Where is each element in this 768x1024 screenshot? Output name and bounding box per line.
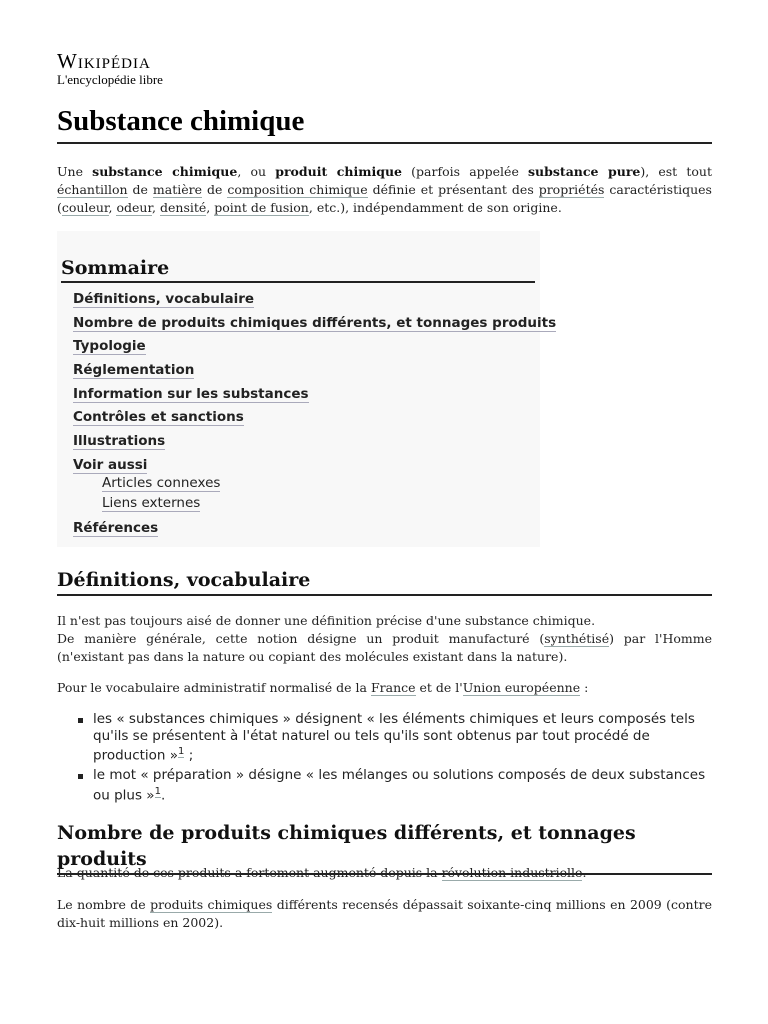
link-france[interactable]: France [370, 680, 416, 695]
intro-bold-term: produit chimique [275, 164, 402, 179]
list-item [93, 767, 712, 804]
toc-item-label: Réglementation [73, 362, 195, 379]
link-point-de-fusion[interactable]: point de fusion [214, 200, 309, 215]
reference-link[interactable]: 1 [154, 785, 161, 797]
section1-paragraph-2 [57, 679, 712, 697]
section2-text-part: La quantité de ces produits a fortement augmenté depuis la [57, 865, 442, 880]
toc-item-label: Illustrations [73, 433, 166, 450]
section2-paragraph-2 [57, 896, 712, 932]
toc-item-controles[interactable] [73, 409, 556, 433]
toc-item-information[interactable] [73, 386, 556, 410]
logo-tagline: L'encyclopédie libre [57, 72, 163, 87]
toc-list [73, 291, 556, 544]
toc-subitem-label: Articles connexes [102, 474, 221, 491]
toc-subitem-label: Liens externes [102, 494, 201, 511]
toc-item-references[interactable] [73, 520, 556, 544]
table-of-contents [57, 231, 557, 547]
link-echantillon[interactable]: échantillon [57, 182, 128, 197]
intro-text: de [202, 182, 228, 197]
section1-paragraph-1 [57, 612, 712, 666]
toc-item-illustrations[interactable] [73, 433, 556, 457]
definitions-list [57, 711, 712, 807]
intro-text: , etc.), indépendamment de son origine. [308, 200, 562, 215]
toc-item-label: Voir aussi [73, 456, 148, 473]
section2-paragraph-1 [57, 864, 712, 882]
intro-bold-term: substance pure [528, 164, 641, 179]
link-union-europeenne[interactable]: Union européenne [462, 680, 581, 695]
toc-subitem-articles-connexes[interactable] [73, 475, 556, 495]
section1-text-part: ) par l'Homme (n'existant pas dans la nature ou copiant des molécules existant dans la nature). [57, 631, 713, 664]
bullet-end: . [160, 787, 166, 803]
link-produits-chimiques[interactable]: produits chimiques [150, 897, 273, 912]
link-composition-chimique[interactable]: composition chimique [227, 182, 368, 197]
page-title: Substance chimique [57, 102, 712, 144]
section-heading-definitions: Définitions, vocabulaire [57, 567, 712, 596]
intro-text: caractéristiques ( [57, 182, 712, 215]
section1-text [57, 679, 712, 697]
toc-item-definitions[interactable] [73, 291, 556, 315]
link-couleur[interactable]: couleur [61, 200, 109, 215]
intro-text: définie et présentant des [367, 182, 539, 197]
logo-name: Wikipédia [57, 49, 151, 73]
toc-item-voir-aussi[interactable] [73, 457, 556, 475]
toc-item-reglementation[interactable] [73, 362, 556, 386]
link-densite[interactable]: densité [160, 200, 207, 215]
bullet-text: le mot « préparation » désigne « les mélanges ou solutions composés de deux substances ou plus » [93, 767, 706, 803]
intro-text: ), est tout [640, 164, 712, 179]
section2-text-part: différents recensés dépassait soixante-cinq millions en 2009 (contre dix-huit millions en 2002). [57, 897, 713, 930]
section1-text-part: Pour le vocabulaire administratif normalisé de la [57, 680, 371, 695]
toc-item-label: Contrôles et sanctions [73, 409, 244, 426]
section2-text-part: Le nombre de [57, 897, 151, 912]
reference-link[interactable]: 1 [178, 746, 185, 757]
intro-text: Une [57, 164, 93, 179]
bullet-end: ; [184, 747, 194, 764]
section-heading-nombre: Nombre de produits chimiques différents, et tonnages produits [57, 820, 712, 875]
intro-text: (parfois appelée [402, 164, 529, 179]
section1-text-part: De manière générale, cette notion désigne un produit manufacturé ( [57, 631, 545, 646]
toc-item-label: Nombre de produits chimiques différents, et tonnages produits [73, 314, 557, 331]
toc-item-typologie[interactable] [73, 338, 556, 362]
toc-item-label: Références [73, 519, 159, 536]
toc-subitem-liens-externes[interactable] [73, 495, 556, 520]
section2-text [57, 864, 712, 882]
link-proprietes[interactable]: propriétés [538, 182, 605, 197]
bullet-text: les « substances chimiques » désignent « les éléments chimiques et leurs composés tels qu'ils se présentent à l'état naturel ou tels qu'ils sont obtenus par tout procédé de production » [93, 711, 695, 764]
link-revolution-industrielle[interactable]: révolution industrielle [441, 865, 583, 880]
section1-text-part: et de l' [415, 680, 463, 695]
section2-text [57, 896, 712, 932]
toc-item-label: Information sur les substances [73, 385, 309, 402]
intro-paragraph [57, 163, 712, 217]
link-matiere[interactable]: matière [152, 182, 203, 197]
list-item [93, 711, 712, 764]
section1-line: Il n'est pas toujours aisé de donner une définition précise d'une substance chimique. [57, 613, 596, 628]
intro-text: de [127, 182, 153, 197]
section1-text-part: : [580, 680, 589, 695]
intro-text: , ou [237, 164, 276, 179]
section1-text [57, 630, 712, 666]
wikipedia-logo[interactable] [57, 50, 163, 87]
toc-title: Sommaire [61, 255, 535, 283]
intro-bold-term: substance chimique [92, 164, 238, 179]
intro-text: , [206, 200, 215, 215]
section2-text-part: . [582, 865, 587, 880]
toc-item-nombre[interactable] [73, 315, 556, 339]
link-odeur[interactable]: odeur [116, 200, 153, 215]
intro-text: , [152, 200, 160, 215]
intro-text: , [108, 200, 117, 215]
link-synthetise[interactable]: synthétisé [544, 631, 610, 646]
toc-item-label: Définitions, vocabulaire [73, 291, 255, 307]
toc-item-label: Typologie [73, 338, 146, 355]
